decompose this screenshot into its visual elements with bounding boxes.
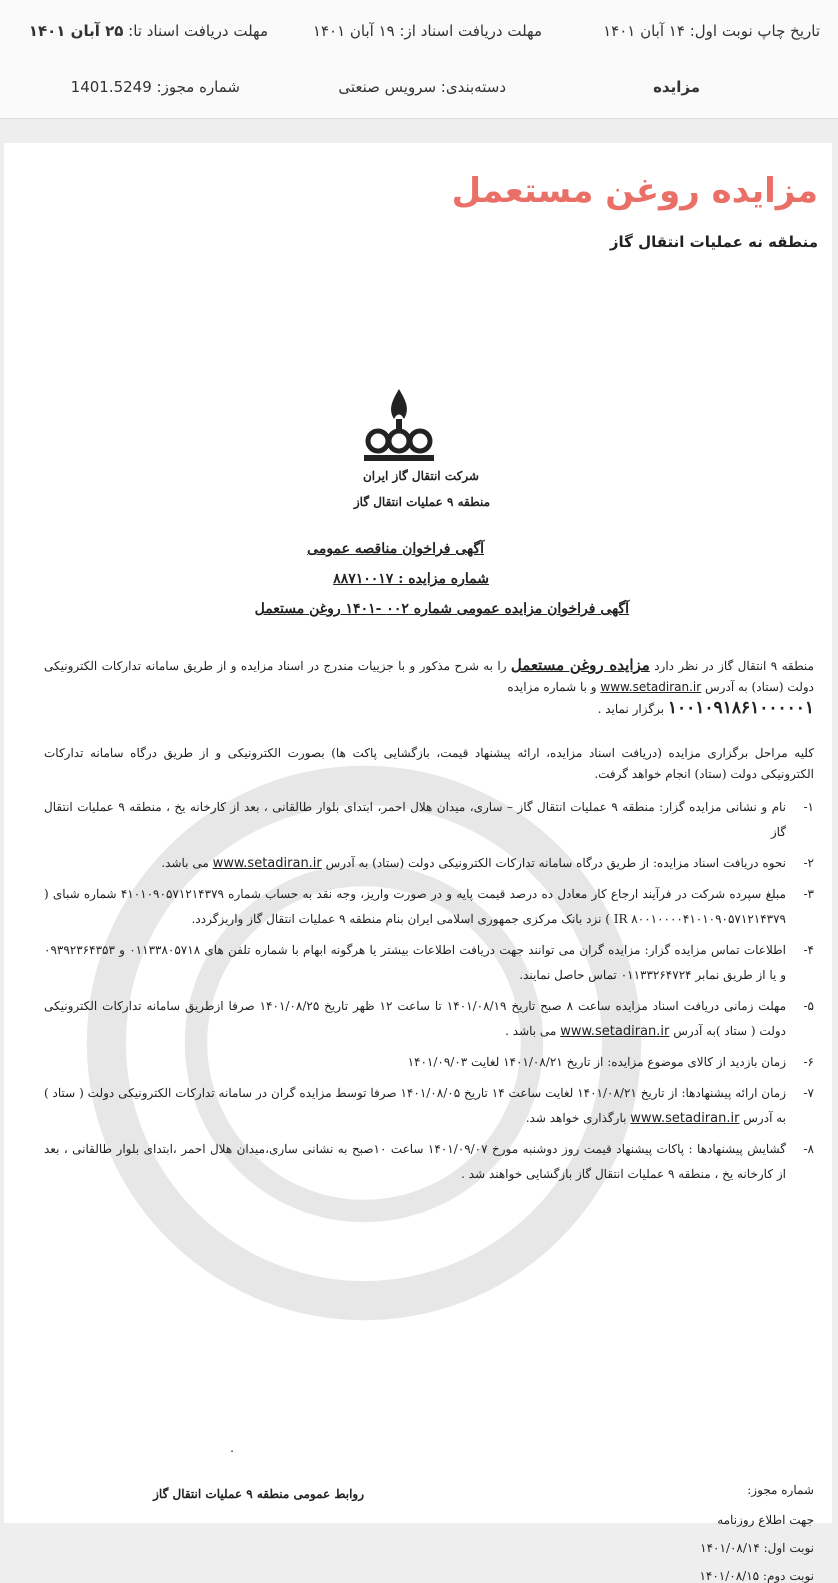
list-item: ۳- مبلغ سپرده شرکت در فرآیند ارجاع کار معادل ده درصد قیمت پایه و در صورت واریز، وجه نقد به حساب شماره ۴۱۰۱۰۹۰۵۷۱۲۱۴۳۷۹ شماره شبای ( IR ۸۰۰۱۰۰۰۰۴۱۰۱۰۹۰۵۷۱۲۱۴۳۷۹ ) نزد بانک مرکزی جمهوری اسلامی ایران بنام منطقه ۹ عملیات انتقال گاز واریزگردد.: [44, 887, 814, 926]
intro-text-2: را به شرح مذکور و با جزییات مندرج در اسناد مزایده و از طریق سامانه تدارکات الکترونیکی دولت (ستاد) به آدرس: [44, 659, 814, 694]
page-subtitle: منطقه نه عملیات انتقال گاز: [609, 233, 818, 251]
scanned-notice: [44, 383, 814, 1583]
items-list: [44, 795, 814, 1193]
setad-link[interactable]: www.setadiran.ir: [560, 1024, 670, 1039]
intro-text-3: و با شماره مزایده: [507, 680, 597, 694]
intro-text-1: منطقه ۹ انتقال گاز در نظر دارد: [654, 659, 814, 673]
auction-code: ۱۰۰۱۰۹۱۸۶۱۰۰۰۰۰۱: [667, 698, 814, 718]
list-item: ۷- زمان ارائه پیشنهادها: از تاریخ ۱۴۰۱/۰۸/۲۱ لغایت ساعت ۱۴ تاریخ ۱۴۰۱/۰۸/۰۵ صرفا توسط مزایده گران در سامانه تدارکات الکترونیکی دولت ( ستاد ) به آدرس www.setadiran.ir بارگذاری خواهد شد.: [44, 1086, 814, 1126]
license-number: شماره مجوز: 1401.5249: [70, 78, 240, 96]
list-item: ۶- زمان بازدید از کالای موضوع مزایده: از تاریخ ۱۴۰۱/۰۸/۲۱ لغایت ۱۴۰۱/۰۹/۰۳: [407, 1055, 814, 1069]
region-name: منطقه ۹ عملیات انتقال گاز: [353, 495, 490, 509]
auction-type-label: مزایده: [653, 78, 700, 96]
list-item: ۲- نحوه دریافت اسناد مزایده: از طریق درگاه سامانه تدارکات الکترونیکی دولت (ستاد) به آدرس www.setadiran.ir می باشد.: [161, 856, 814, 871]
footer-first-round: نوبت اول: ۱۴۰۱/۰۸/۱۴: [700, 1541, 814, 1555]
category: دسته‌بندی: سرویس صنعتی: [338, 78, 506, 96]
notice-title: آگهی فراخوان مناقصه عمومی: [307, 541, 484, 557]
docs-deadline: [29, 22, 268, 40]
intro-text-4: برگزار نماید .: [597, 702, 665, 716]
notice-headline: آگهی فراخوان مزایده عمومی شماره ۰۰۲ -۱۴۰۱ روغن مستعمل: [254, 601, 629, 617]
docs-receive-from: مهلت دریافت اسناد از: ۱۹ آبان ۱۴۰۱: [312, 22, 542, 40]
main-content: [4, 143, 832, 1583]
list-item: ۸- گشایش پیشنهادها : پاکات پیشنهاد قیمت روز دوشنبه مورخ ۱۴۰۱/۰۹/۰۷ ساعت ۱۰صبح به نشانی ساری،میدان هلال احمر ،ابتدای بلوار طالقانی ، بعد از کارخانه یخ ، منطقه ۹ عملیات انتقال گاز بازگشایی خواهند شد .: [44, 1142, 814, 1181]
intro2-paragraph: کلیه مراحل برگزاری مزایده (دریافت اسناد مزایده، ارائه پیشنهاد قیمت، بازگشایی پاکت ها) بصورت الکترونیکی و از طریق درگاه سامانه تدارکات الکترونیکی دولت (ستاد) انجام خواهد گرفت.: [44, 746, 814, 781]
separator-dot: .: [230, 1441, 234, 1455]
setad-link[interactable]: www.setadiran.ir: [212, 856, 322, 871]
footer-newspaper: جهت اطلاع روزنامه: [717, 1513, 814, 1527]
footer-license-label: شماره مجوز:: [747, 1483, 814, 1497]
setad-link[interactable]: www.setadiran.ir: [630, 1111, 740, 1126]
intro-paragraph: [44, 655, 814, 720]
list-item: ۱- نام و نشانی مزایده گزار: منطقه ۹ عملیات انتقال گاز – ساری، میدان هلال احمر، ابتدای بلوار طالقانی ، بعد از کارخانه یخ ، منطقه ۹ عملیات انتقال گاز: [44, 800, 814, 839]
docs-deadline-value: ۲۵ آبان ۱۴۰۱: [28, 22, 124, 40]
list-item: ۴- اطلاعات تماس مزایده گزار: مزایده گران می توانند جهت دریافت اطلاعات بیشتر یا هرگونه ابهام با شماره تلفن های ۰۱۱۳۳۸۰۵۷۱۸ و ۰۹۳۹۲۳۶۴۳۵۳ و یا از طریق نمابر ۰۱۱۳۳۲۶۴۷۲۴ تماس حاصل نمایند.: [44, 943, 814, 982]
org-name: شرکت انتقال گاز ایران: [362, 469, 479, 483]
header-card: [0, 0, 838, 119]
footer-signature: روابط عمومی منطقه ۹ عملیات انتقال گاز: [153, 1487, 364, 1501]
list-item: ۵- مهلت زمانی دریافت اسناد مزایده ساعت ۸ صبح تاریخ ۱۴۰۱/۰۸/۱۹ تا ساعت ۱۲ ظهر تاریخ ۱۴۰۱/۰۸/۲۵ صرفا ازطریق سامانه تدارکات الکترونیکی دولت ( ستاد )به آدرس www.setadiran.ir می باشد .: [44, 999, 814, 1039]
page-title: مزایده روغن مستعمل: [451, 171, 818, 211]
company-logo: [354, 383, 444, 473]
footer-second-round: نوبت دوم: ۱۴۰۱/۰۸/۱۵: [699, 1569, 814, 1583]
docs-deadline-label: مهلت دریافت اسناد تا:: [128, 22, 268, 40]
intro-emphasis: مزایده روغن مستعمل: [510, 656, 650, 674]
first-print-date: تاریخ چاپ نوبت اول: ۱۴ آبان ۱۴۰۱: [603, 22, 820, 40]
notice-number: شماره مزایده : ۸۸۷۱۰۰۱۷: [333, 571, 489, 587]
setad-link[interactable]: www.setadiran.ir: [600, 680, 702, 694]
